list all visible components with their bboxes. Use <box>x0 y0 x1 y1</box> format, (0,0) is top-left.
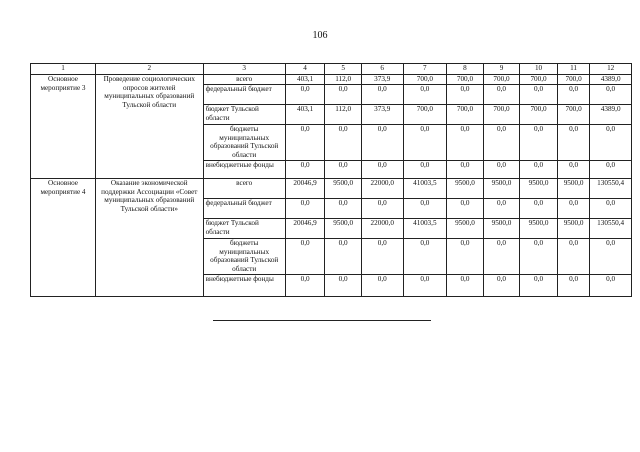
amount-cell: 0,0 <box>590 125 632 161</box>
activity-name: Основное мероприятие 4 <box>31 179 96 297</box>
amount-cell: 0,0 <box>590 239 632 275</box>
amount-cell: 700,0 <box>520 105 558 125</box>
amount-cell: 4389,0 <box>590 105 632 125</box>
amount-cell: 700,0 <box>557 75 589 85</box>
funding-source-label: федеральный бюджет <box>203 199 285 219</box>
amount-cell: 4389,0 <box>590 75 632 85</box>
amount-cell: 0,0 <box>483 239 520 275</box>
amount-cell: 0,0 <box>483 125 520 161</box>
separator-line <box>213 320 431 321</box>
amount-cell: 700,0 <box>403 105 447 125</box>
amount-cell: 130550,4 <box>590 219 632 239</box>
amount-cell: 0,0 <box>325 275 362 297</box>
amount-cell: 0,0 <box>285 239 325 275</box>
header-cell: 1 <box>31 64 96 75</box>
amount-cell: 0,0 <box>520 125 558 161</box>
amount-cell: 9500,0 <box>520 219 558 239</box>
amount-cell: 9500,0 <box>447 179 484 199</box>
amount-cell: 9500,0 <box>325 179 362 199</box>
amount-cell: 373,9 <box>361 75 403 85</box>
activity-description: Проведение социологических опросов жителей муниципальных образований Тульской области <box>95 75 203 179</box>
amount-cell: 0,0 <box>447 275 484 297</box>
amount-cell: 0,0 <box>285 161 325 179</box>
amount-cell: 0,0 <box>483 161 520 179</box>
amount-cell: 0,0 <box>520 239 558 275</box>
funding-source-label: бюджеты муниципальных образований Тульской области <box>203 239 285 275</box>
amount-cell: 0,0 <box>361 199 403 219</box>
funding-source-label: внебюджетные фонды <box>203 275 285 297</box>
header-cell: 4 <box>285 64 325 75</box>
header-row <box>31 64 632 75</box>
amount-cell: 0,0 <box>285 125 325 161</box>
amount-cell: 700,0 <box>557 105 589 125</box>
amount-cell: 0,0 <box>557 199 589 219</box>
amount-cell: 41003,5 <box>403 219 447 239</box>
funding-source-label: бюджет Тульской области <box>203 105 285 125</box>
amount-cell: 0,0 <box>325 199 362 219</box>
amount-cell: 112,0 <box>325 75 362 85</box>
amount-cell: 0,0 <box>520 85 558 105</box>
header-cell: 9 <box>483 64 520 75</box>
header-cell: 3 <box>203 64 285 75</box>
amount-cell: 0,0 <box>403 161 447 179</box>
amount-cell: 403,1 <box>285 75 325 85</box>
amount-cell: 0,0 <box>361 275 403 297</box>
amount-cell: 9500,0 <box>483 219 520 239</box>
funding-source-label: федеральный бюджет <box>203 85 285 105</box>
amount-cell: 22000,0 <box>361 219 403 239</box>
amount-cell: 0,0 <box>361 125 403 161</box>
funding-source-label: бюджет Тульской области <box>203 219 285 239</box>
amount-cell: 0,0 <box>590 199 632 219</box>
amount-cell: 0,0 <box>447 199 484 219</box>
amount-cell: 20046,9 <box>285 219 325 239</box>
activity-description: Оказание экономической поддержки Ассоциации «Совет муниципальных образований Тульской области» <box>95 179 203 297</box>
amount-cell: 0,0 <box>325 85 362 105</box>
amount-cell: 0,0 <box>447 161 484 179</box>
header-cell: 11 <box>557 64 589 75</box>
amount-cell: 403,1 <box>285 105 325 125</box>
amount-cell: 0,0 <box>557 161 589 179</box>
amount-cell: 112,0 <box>325 105 362 125</box>
amount-cell: 0,0 <box>325 161 362 179</box>
header-cell: 5 <box>325 64 362 75</box>
amount-cell: 0,0 <box>403 239 447 275</box>
amount-cell: 0,0 <box>285 275 325 297</box>
amount-cell: 0,0 <box>447 239 484 275</box>
amount-cell: 0,0 <box>403 275 447 297</box>
header-cell: 2 <box>95 64 203 75</box>
amount-cell: 700,0 <box>520 75 558 85</box>
funding-source-label: всего <box>203 75 285 85</box>
amount-cell: 0,0 <box>403 199 447 219</box>
amount-cell: 0,0 <box>361 161 403 179</box>
amount-cell: 700,0 <box>403 75 447 85</box>
amount-cell: 0,0 <box>590 161 632 179</box>
amount-cell: 0,0 <box>361 85 403 105</box>
amount-cell: 0,0 <box>285 199 325 219</box>
amount-cell: 0,0 <box>403 85 447 105</box>
amount-cell: 9500,0 <box>483 179 520 199</box>
amount-cell: 22000,0 <box>361 179 403 199</box>
amount-cell: 0,0 <box>557 275 589 297</box>
amount-cell: 0,0 <box>325 239 362 275</box>
table-row <box>31 179 632 199</box>
header-cell: 7 <box>403 64 447 75</box>
funding-source-label: всего <box>203 179 285 199</box>
amount-cell: 0,0 <box>557 125 589 161</box>
amount-cell: 700,0 <box>447 105 484 125</box>
amount-cell: 0,0 <box>285 85 325 105</box>
amount-cell: 0,0 <box>483 85 520 105</box>
amount-cell: 0,0 <box>520 199 558 219</box>
amount-cell: 9500,0 <box>557 179 589 199</box>
amount-cell: 130550,4 <box>590 179 632 199</box>
amount-cell: 0,0 <box>590 275 632 297</box>
header-cell: 6 <box>361 64 403 75</box>
amount-cell: 700,0 <box>447 75 484 85</box>
amount-cell: 0,0 <box>590 85 632 105</box>
amount-cell: 9500,0 <box>447 219 484 239</box>
budget-table <box>30 63 632 297</box>
amount-cell: 9500,0 <box>325 219 362 239</box>
amount-cell: 41003,5 <box>403 179 447 199</box>
funding-source-label: внебюджетные фонды <box>203 161 285 179</box>
header-cell: 8 <box>447 64 484 75</box>
amount-cell: 700,0 <box>483 105 520 125</box>
header-cell: 10 <box>520 64 558 75</box>
amount-cell: 0,0 <box>483 199 520 219</box>
funding-source-label: бюджеты муниципальных образований Тульской области <box>203 125 285 161</box>
amount-cell: 0,0 <box>447 85 484 105</box>
amount-cell: 20046,9 <box>285 179 325 199</box>
amount-cell: 0,0 <box>483 275 520 297</box>
amount-cell: 0,0 <box>557 85 589 105</box>
amount-cell: 700,0 <box>483 75 520 85</box>
amount-cell: 0,0 <box>325 125 362 161</box>
amount-cell: 9500,0 <box>520 179 558 199</box>
amount-cell: 373,9 <box>361 105 403 125</box>
amount-cell: 0,0 <box>403 125 447 161</box>
amount-cell: 0,0 <box>520 161 558 179</box>
page-number: 106 <box>312 30 328 41</box>
amount-cell: 0,0 <box>361 239 403 275</box>
amount-cell: 0,0 <box>520 275 558 297</box>
amount-cell: 0,0 <box>447 125 484 161</box>
header-cell: 12 <box>590 64 632 75</box>
amount-cell: 9500,0 <box>557 219 589 239</box>
activity-name: Основное мероприятие 3 <box>31 75 96 179</box>
table-row <box>31 75 632 85</box>
amount-cell: 0,0 <box>557 239 589 275</box>
